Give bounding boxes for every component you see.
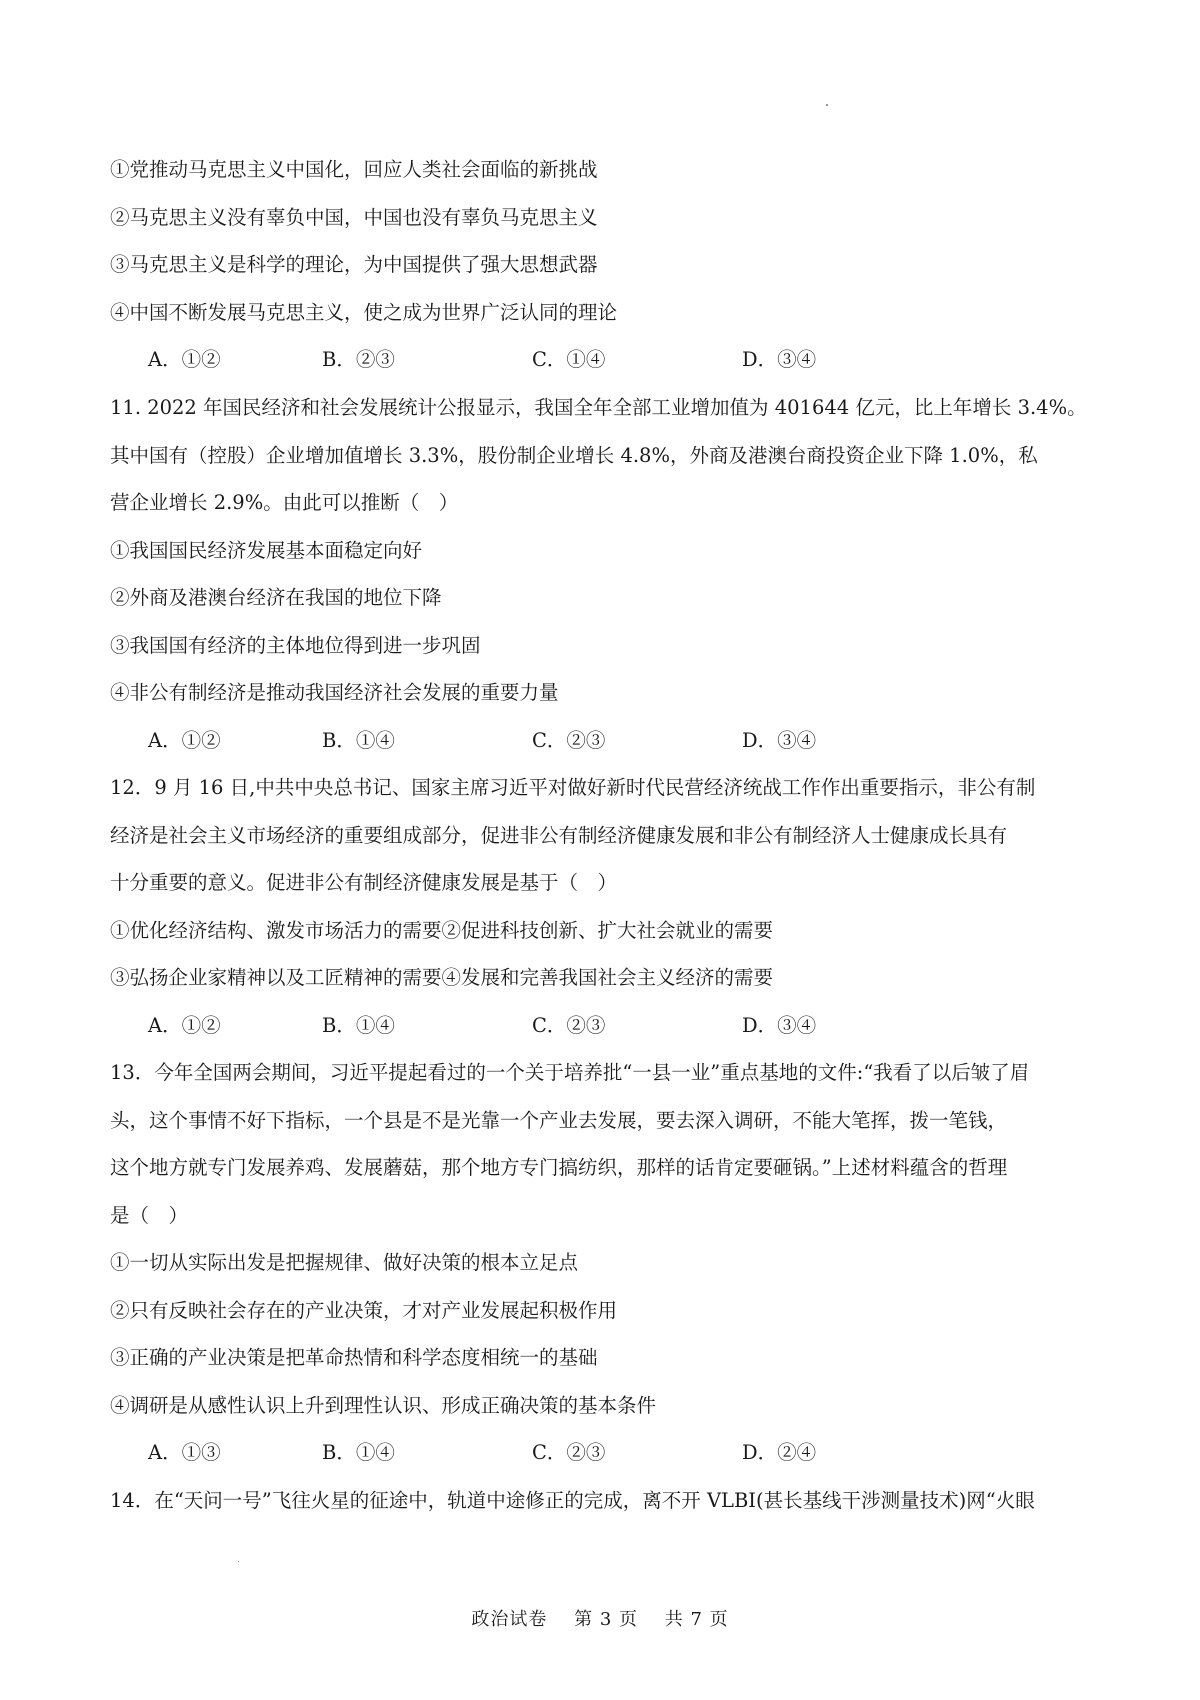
q13-stem-line-2: 头，这个事情不好下指标，一个县是不是光靠一个产业去发展，要去深入调研，不能大笔挥，拨一笔钱， [110, 1108, 1008, 1132]
q10-option-b[interactable]: B．②③ [322, 348, 395, 371]
q11-option-b[interactable]: B．①④ [322, 728, 395, 752]
scan-speck [238, 1561, 239, 1562]
q13-option-b[interactable]: B．①④ [322, 1441, 395, 1464]
q11-options [110, 717, 1100, 765]
q13-item-3: ③正确的产业决策是把革命热情和科学态度相统一的基础 [110, 1346, 598, 1369]
question-13 [110, 1049, 1100, 1477]
q10-item-2: ②马克思主义没有辜负中国，中国也没有辜负马克思主义 [110, 205, 598, 229]
q12-option-c[interactable]: C．②③ [532, 1013, 606, 1037]
q14-stem-line-1: 14．在“天问一号”飞往火星的征途中，轨道中途修正的完成，离不开 VLBI(甚长基线干涉测量技术)网“火眼 [110, 1489, 1035, 1512]
q13-item-1: ①一切从实际出发是把握规律、做好决策的根本立足点 [110, 1251, 579, 1274]
q13-option-c[interactable]: C．②③ [532, 1441, 606, 1464]
q13-option-d[interactable]: D．②④ [742, 1441, 817, 1464]
q12-items-line-2: ③弘扬企业家精神以及工匠精神的需要④发展和完善我国社会主义经济的需要 [110, 966, 774, 989]
q13-stem-line-1: 13．今年全国两会期间，习近平提起看过的一个关于培养批“一县一业”重点基地的文件:“我看了以后皱了眉 [110, 1061, 1030, 1084]
q12-stem-line-1: 12．9 月 16 日,中共中央总书记、国家主席习近平对做好新时代民营经济统战工作作出重要指示，非公有制 [110, 776, 1036, 799]
q13-item-2: ②只有反映社会存在的产业决策，才对产业发展起积极作用 [110, 1298, 618, 1322]
q10-item-4: ④中国不断发展马克思主义，使之成为世界广泛认同的理论 [110, 300, 618, 324]
page-footer [0, 1605, 1200, 1631]
q11-item-4: ④非公有制经济是推动我国经济社会发展的重要力量 [110, 681, 559, 704]
q12-option-b[interactable]: B．①④ [322, 1013, 395, 1037]
q12-option-a[interactable]: A．①② [148, 1013, 221, 1037]
question-12 [110, 764, 1100, 1049]
footer-page-number: 第 3 页 [574, 1609, 638, 1630]
q10-option-d[interactable]: D．③④ [742, 348, 817, 371]
q13-stem-line-4: 是（ ） [110, 1203, 189, 1227]
q13-options [110, 1429, 1100, 1477]
q11-option-d[interactable]: D．③④ [742, 728, 817, 752]
q13-stem-line-3: 这个地方就专门发展养鸡、发展蘑菇，那个地方专门搞纺织，那样的话肯定要砸锅。”上述材料蕴含的哲理 [110, 1156, 1008, 1179]
footer-total-pages: 共 7 页 [664, 1609, 729, 1630]
q10-item-3: ③马克思主义是科学的理论，为中国提供了强大思想武器 [110, 253, 598, 276]
q12-option-d[interactable]: D．③④ [742, 1013, 817, 1037]
q11-option-c[interactable]: C．②③ [532, 728, 606, 752]
q12-stem-line-3: 十分重要的意义。促进非公有制经济健康发展是基于（ ） [110, 871, 618, 894]
q12-options [110, 1002, 1100, 1050]
scan-speck [826, 104, 828, 106]
question-11 [110, 384, 1100, 764]
q11-item-1: ①我国国民经济发展基本面稳定向好 [110, 538, 423, 562]
q11-item-2: ②外商及港澳台经济在我国的地位下降 [110, 586, 442, 609]
footer-subject: 政治试卷 [471, 1609, 548, 1630]
q11-option-a[interactable]: A．①② [148, 728, 221, 752]
q11-item-3: ③我国国有经济的主体地位得到进一步巩固 [110, 633, 481, 657]
q13-option-a[interactable]: A．①③ [148, 1441, 221, 1464]
q12-items-line-1: ①优化经济结构、激发市场活力的需要②促进科技创新、扩大社会就业的需要 [110, 918, 774, 942]
question-14 [110, 1477, 1100, 1525]
q11-stem-line-3: 营企业增长 2.9%。由此可以推断（ ） [110, 491, 459, 514]
q13-item-4: ④调研是从感性认识上升到理性认识、形成正确决策的基本条件 [110, 1393, 657, 1417]
q11-stem-line-1: 11. 2022 年国民经济和社会发展统计公报显示，我国全年全部工业增加值为 401644 亿元，比上年增长 3.4%。 [110, 396, 1087, 419]
q10-option-c[interactable]: C．①④ [532, 348, 606, 371]
q10-options [110, 336, 1100, 384]
q10-option-a[interactable]: A．①② [148, 348, 221, 371]
q10-item-1: ①党推动马克思主义中国化，回应人类社会面临的新挑战 [110, 158, 598, 181]
question-10-continuation [110, 146, 1100, 384]
q11-stem-line-2: 其中国有（控股）企业增加值增长 3.3%，股份制企业增长 4.8%，外商及港澳台商投资企业下降 1.0%，私 [110, 443, 1038, 467]
q12-stem-line-2: 经济是社会主义市场经济的重要组成部分，促进非公有制经济健康发展和非公有制经济人士健康成长具有 [110, 823, 1008, 847]
